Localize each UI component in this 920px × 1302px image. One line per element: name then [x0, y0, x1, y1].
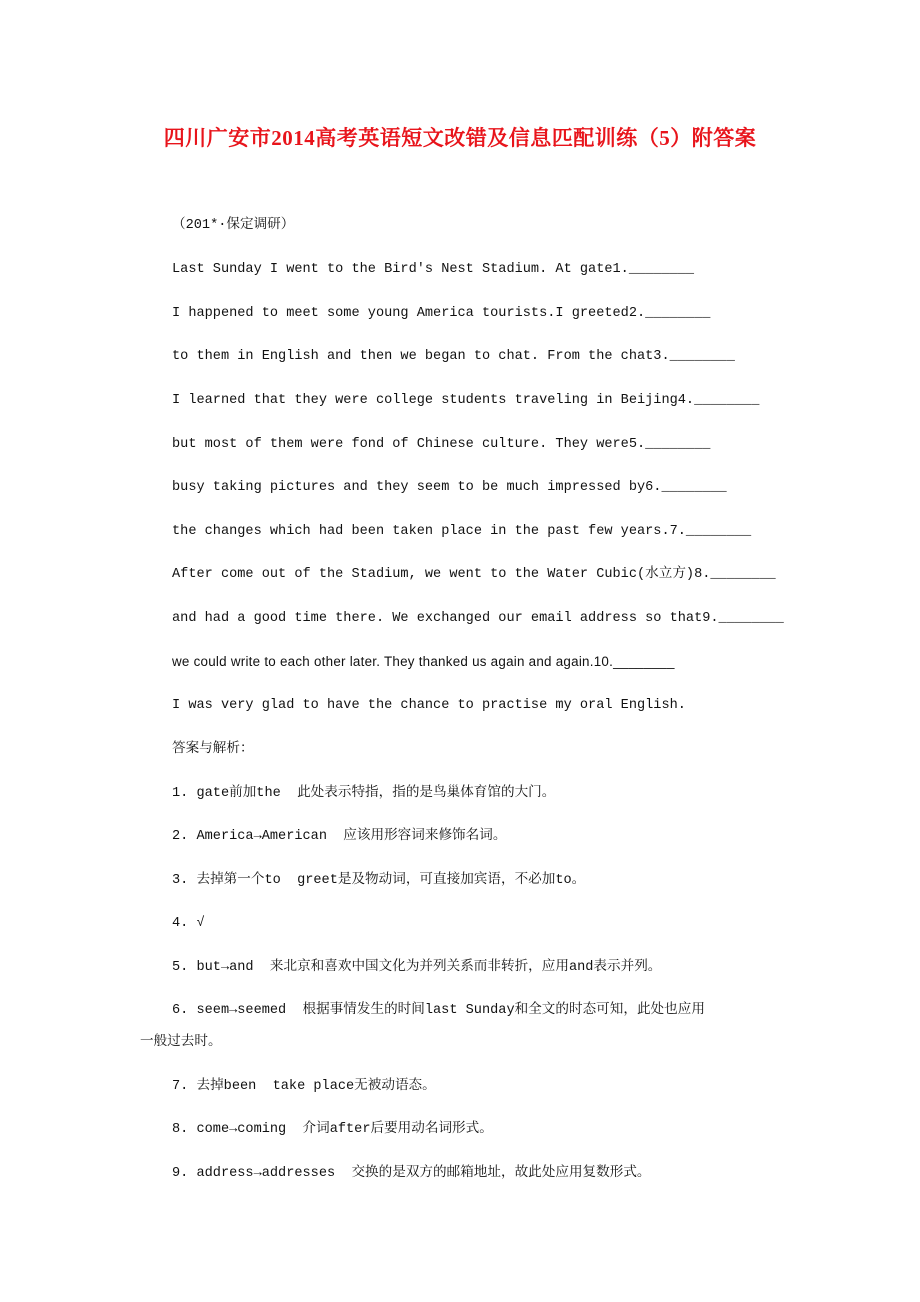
passage-line: and had a good time there. We exchanged our email address so that9.________ — [172, 611, 784, 626]
answer-item: 5. but→and 来北京和喜欢中国文化为并列关系而非转折，应用and表示并列。 — [172, 960, 662, 975]
passage-line: I was very glad to have the chance to practise my oral English. — [172, 698, 686, 713]
answers-heading: 答案与解析： — [172, 742, 254, 757]
passage-line: I learned that they were college students traveling in Beijing4.________ — [172, 393, 760, 408]
passage-line: to them in English and then we began to chat. From the chat3.________ — [172, 349, 735, 364]
answer-item: 1. gate前加the 此处表示特指，指的是鸟巢体育馆的大门。 — [172, 786, 556, 801]
answer-item: 2. America→American 应该用形容词来修饰名词。 — [172, 829, 507, 844]
answer-item-continuation: 一般过去时。 — [140, 1035, 222, 1050]
passage-line: Last Sunday I went to the Bird's Nest Stadium. At gate1.________ — [172, 262, 695, 277]
answer-item: 7. 去掉been take place无被动语态。 — [172, 1079, 436, 1094]
passage-line: the changes which had been taken place in the past few years.7.________ — [172, 524, 752, 539]
passage-line: busy taking pictures and they seem to be much impressed by6.________ — [172, 480, 727, 495]
answer-item: 8. come→coming 介词after后要用动名词形式。 — [172, 1122, 493, 1137]
answer-item: 3. 去掉第一个to greet是及物动词，可直接加宾语，不必加to。 — [172, 873, 586, 888]
passage-line: After come out of the Stadium, we went to the Water Cubic(水立方)8.________ — [172, 567, 776, 582]
answer-item: 6. seem→seemed 根据事情发生的时间last Sunday和全文的时态可知，此处也应用 — [172, 1003, 705, 1018]
passage-line: we could write to each other later. They thanked us again and again.10.________ — [172, 654, 675, 669]
passage-line: but most of them were fond of Chinese culture. They were5.________ — [172, 437, 711, 452]
passage-line: I happened to meet some young America tourists.I greeted2.________ — [172, 306, 711, 321]
document-title: 四川广安市2014高考英语短文改错及信息匹配训练（5）附答案 — [163, 126, 757, 150]
source-note: （201*·保定调研） — [172, 218, 295, 233]
answer-item: 9. address→addresses 交换的是双方的邮箱地址，故此处应用复数形式。 — [172, 1166, 651, 1181]
answer-item: 4. √ — [172, 916, 205, 931]
